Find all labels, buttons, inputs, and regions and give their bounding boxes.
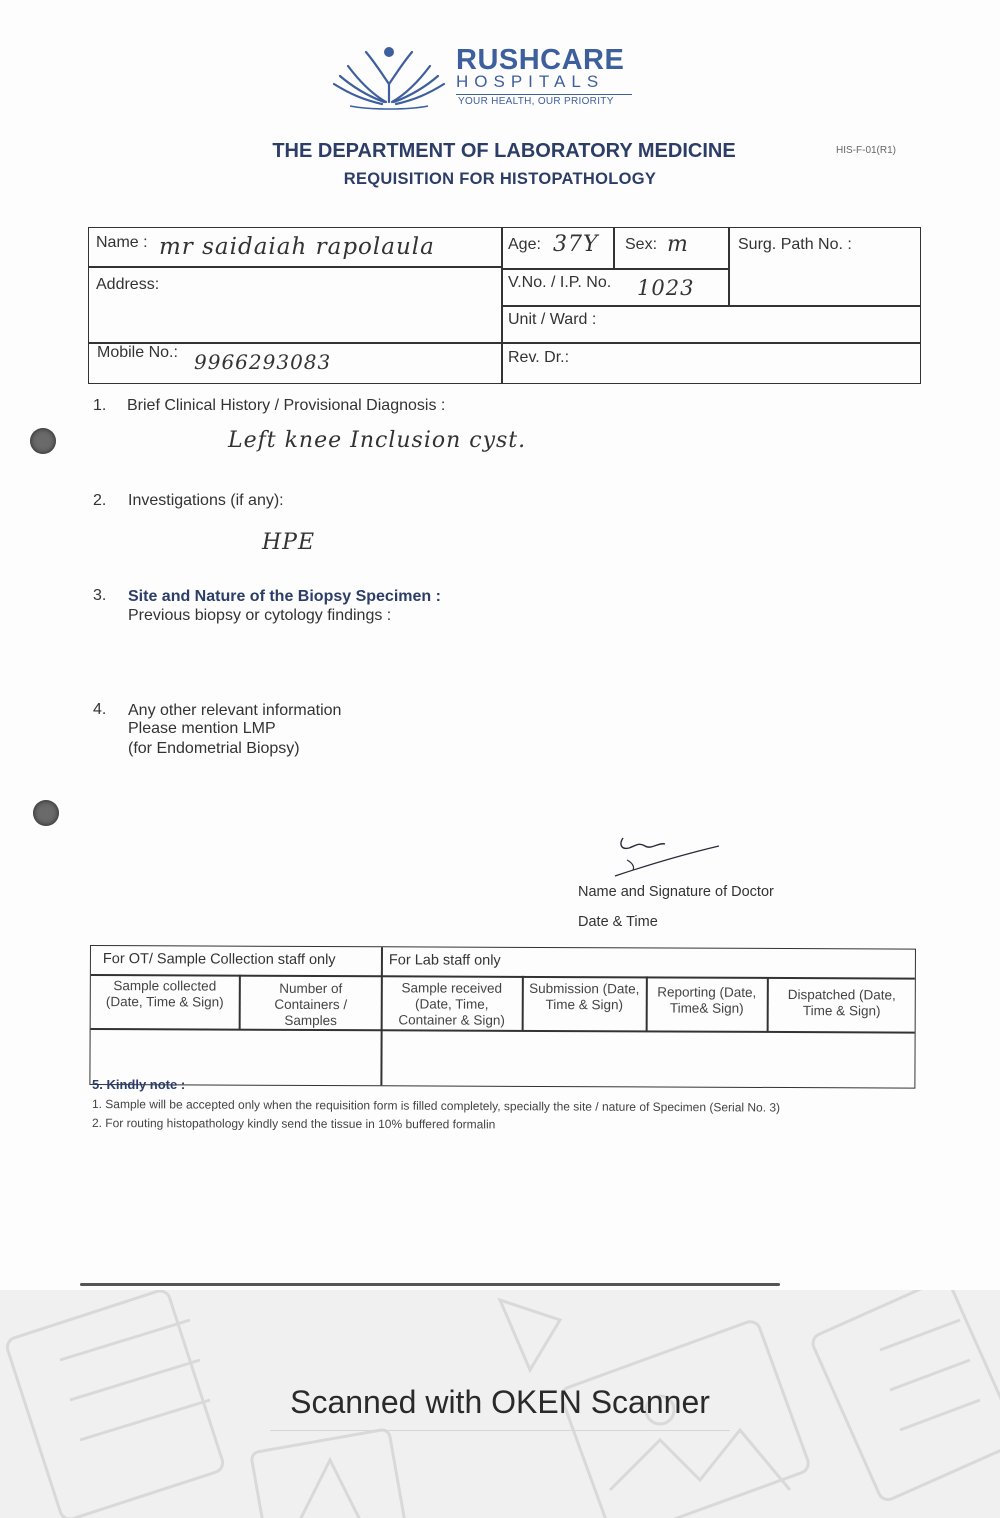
section-3-label: Site and Nature of the Biopsy Specimen : xyxy=(128,588,441,605)
brand-name: RUSHCARE xyxy=(456,44,625,76)
lab-staff-header: For Lab staff only xyxy=(388,952,501,969)
col-sample-collected: Sample collected (Date, Time & Sign) xyxy=(105,978,224,1010)
address-label: Address: xyxy=(96,276,160,293)
mobile-label: Mobile No.: xyxy=(97,344,178,361)
ot-staff-header: For OT/ Sample Collection staff only xyxy=(102,951,336,969)
table-divider xyxy=(501,305,920,307)
table-divider xyxy=(89,266,501,268)
scanner-watermark-text: Scanned with OKEN Scanner xyxy=(290,1384,710,1420)
table-divider xyxy=(613,228,615,268)
section-1-number: 1. xyxy=(93,397,107,414)
col-reporting: Reporting (Date, Time& Sign) xyxy=(657,984,757,1016)
table-divider xyxy=(501,268,729,270)
page-edge xyxy=(80,1283,780,1286)
name-label: Name : xyxy=(96,234,148,251)
department-title: THE DEPARTMENT OF LABORATORY MEDICINE xyxy=(272,140,736,162)
table-divider xyxy=(380,947,382,1085)
table-divider xyxy=(239,975,241,1030)
date-time-label: Date & Time xyxy=(578,914,658,930)
sex-value: m xyxy=(667,232,689,257)
punch-hole xyxy=(30,428,56,454)
section-2-label: Investigations (if any): xyxy=(128,492,284,509)
section-4-number: 4. xyxy=(93,701,107,718)
age-value: 37Y xyxy=(553,232,599,257)
rev-dr-label: Rev. Dr.: xyxy=(508,349,570,366)
footer-divider xyxy=(270,1430,730,1431)
table-divider xyxy=(767,977,769,1032)
unit-ward-label: Unit / Ward : xyxy=(508,311,597,328)
vno-value: 1023 xyxy=(637,276,695,300)
col-submission: Submission (Date, Time & Sign) xyxy=(529,980,640,1013)
patient-details-table xyxy=(88,227,921,384)
table-divider xyxy=(522,976,524,1031)
mobile-value: 9966293083 xyxy=(194,350,332,374)
notes-title: 5. Kindly note : xyxy=(92,1077,186,1092)
brand-subtitle: HOSPITALS xyxy=(456,72,605,91)
form-code: HIS-F-01(R1) xyxy=(836,145,897,156)
section-4-line-3: (for Endometrial Biopsy) xyxy=(128,740,300,757)
lotus-logo-icon xyxy=(330,44,448,110)
investigations-value: HPE xyxy=(262,530,316,555)
section-4-line-1: Any other relevant information xyxy=(128,702,342,719)
staff-use-table xyxy=(89,945,916,1089)
surg-path-label: Surg. Path No. : xyxy=(738,236,852,253)
punch-hole xyxy=(33,800,59,826)
doctor-signature-label: Name and Signature of Doctor xyxy=(578,884,774,900)
col-sample-received: Sample received (Date, Time, Container & Sign) xyxy=(398,980,505,1028)
form-subtitle: REQUISITION FOR HISTOPATHOLOGY xyxy=(343,170,657,188)
note-2: 2. For routing histopathology kindly send the tissue in 10% buffered formalin xyxy=(91,1116,496,1132)
table-divider xyxy=(646,976,648,1031)
clinical-history-value: Left knee Inclusion cyst. xyxy=(228,428,527,453)
vno-label: V.No. / I.P. No. xyxy=(508,274,612,291)
section-1-label: Brief Clinical History / Provisional Diagnosis : xyxy=(127,397,446,414)
doctor-signature-icon xyxy=(605,832,725,882)
scanner-footer xyxy=(0,1290,1000,1518)
section-3-number: 3. xyxy=(93,587,107,604)
table-divider xyxy=(728,228,730,306)
table-divider xyxy=(89,342,920,344)
section-2-number: 2. xyxy=(93,492,107,509)
col-number-of-containers: Number of Containers / Samples xyxy=(274,980,348,1029)
brand-tagline: YOUR HEALTH, OUR PRIORITY xyxy=(458,96,614,107)
note-1: 1. Sample will be accepted only when the requisition form is filled completely, specially the site / nature of Specimen (Serial No. 3) xyxy=(91,1097,781,1115)
age-label: Age: xyxy=(508,236,541,253)
section-4-line-2: Please mention LMP xyxy=(128,720,276,737)
brand-divider xyxy=(456,94,632,95)
col-dispatched: Dispatched (Date, Time & Sign) xyxy=(787,987,896,1019)
sex-label: Sex: xyxy=(625,236,658,253)
section-3-sublabel: Previous biopsy or cytology findings : xyxy=(128,607,392,624)
patient-name-value: mr saidaiah rapolaula xyxy=(159,234,435,260)
